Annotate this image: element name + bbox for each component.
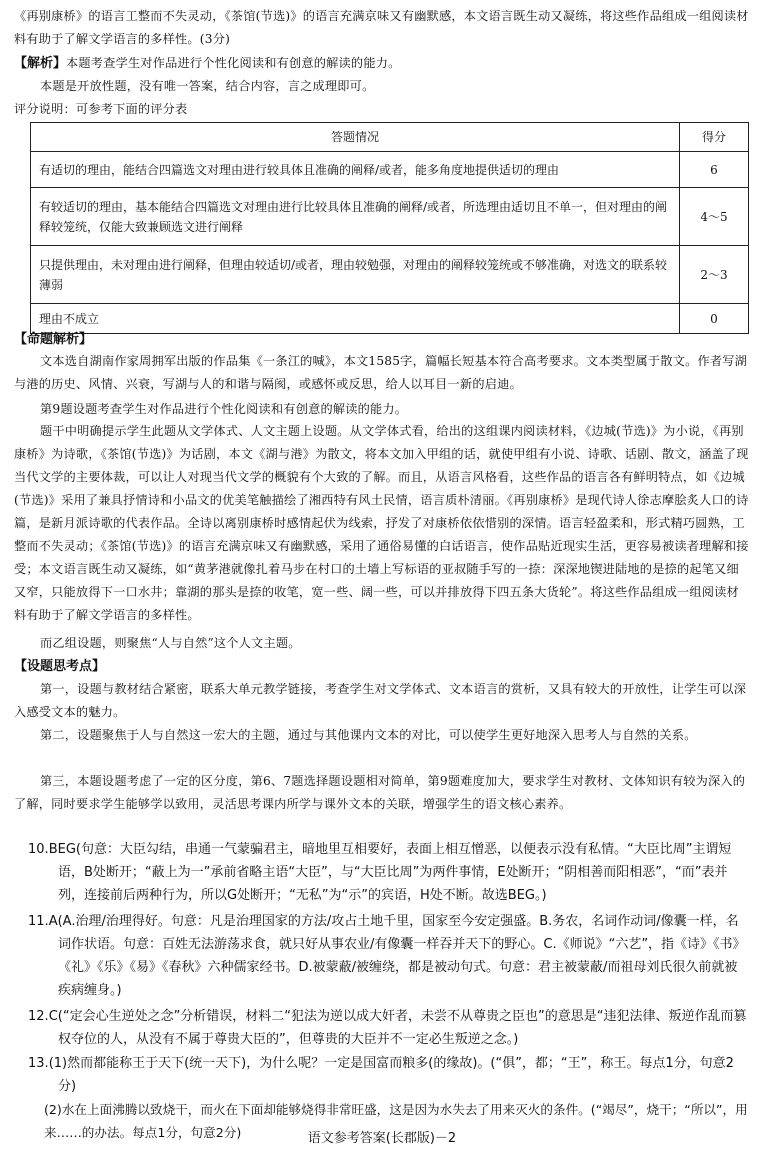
row-score: 6 [680, 152, 749, 188]
mingti-paragraph-3: 题干中明确提示学生此题从文学体式、人文主题上设题。从文学体式看，给出的这组课内阅读材料，《边城(节选)》为小说，《再别康桥》为诗歌，《茶馆(节选)》为话剧，本文《湖与港》为散文，将本文加入甲组的话，就使甲组有小说、诗歌、话剧、散文，涵盖了现当代文学的主要体裁，可以让人对现当代文学的概貌有个大致的了解。而且，从语言风格看，这些作品的语言各有鲜明特点，如《边城(节选)》采用了兼具抒情诗和小品文的优美笔触描绘了湘西特有风土民情，语言质朴清丽。《再别康桥》是现代诗人徐志摩脍炙人口的诗篇，是新月派诗歌的代表作品。全诗以离别康桥时感情起伏为线索，抒发了对康桥依依惜别的深情。语言轻盈柔和，形式精巧圆熟，工整而不失灵动；《茶馆(节选)》的语言充满京味又有幽默感，采用了通俗易懂的白话语言，使作品贴近现实生活，更容易被读者理解和接受；本文语言既生动又凝练，如“黄茅港就像扎着马步在村口的土墙上写标语的亚叔随手写的一捺：深深地锲进陆地的是捺的起笔又细又窄，只能放得下一口水井；靠湖的那头是捺的收笔，宽一些、阔一些，可以并排放得下四五条大货轮”。将这些作品组成一组阅读材料有助于了解文学语言的多样性。 [14, 424, 749, 622]
answer-text: BEG(句意：大臣勾结，串通一气蒙骗君主，暗地里互相要好，表面上相互憎恶，以便表示没有私情。“大臣比周”主谓短语，B处断开；“蔽上为一”承前省略主语“大臣”，与“大臣比周”为两件事情，E处断开；“阴相善而阳相恶”，“而”表并列，连接前后两种行为，所以G处断开；“无私”为“示”的宾语，H处不断。故选BEG。) [48, 842, 732, 903]
row-description: 只提供理由，未对理由进行阐释，但理由较适切/或者，理由较勉强，对理由的阐释较笼统或不够准确，对选文的联系较薄弱 [31, 246, 680, 304]
table-row [31, 188, 749, 246]
row-score: 4～5 [680, 188, 749, 246]
page-footer: 语文参考答案(长郡版)－2 [307, 1131, 457, 1146]
analysis-line-2: 本题是开放性题，没有唯一答案，结合内容，言之成理即可。 [40, 79, 375, 93]
analysis-tag: 【解析】 [14, 56, 67, 71]
row-description: 有适切的理由，能结合四篇选文对理由进行较具体且准确的阐释/或者，能多角度地提供适切的理由 [31, 152, 680, 188]
answer-10 [14, 838, 750, 907]
table-header-row [31, 123, 749, 152]
answer-text: A(A.治理/治理得好。句意：凡是治理国家的方法/攻占土地千里，国家至今安定强盛。B.务农，名词作动词/像囊一样，名词作状语。句意：百姓无法游荡求食，就只好从事农业/有像囊一样吞并天下的野心。C.《师说》“六艺”，指《诗》《书》《礼》《乐》《易》《春秋》六种儒家经书。D.被蒙蔽/被缠绕，都是被动句式。句意：君主被蒙蔽/而祖母刘氏很久前就被疾病缠身。) [48, 914, 746, 998]
answer-text: (1)然而都能称王于天下(统一天下)，为什么呢？一定是国富而粮多(的缘故)。(“俱”，都；“王”，称王。每点1分，句意2分) [48, 1056, 734, 1094]
row-score: 0 [680, 304, 749, 334]
table-row [31, 246, 749, 304]
header-score: 得分 [680, 123, 749, 152]
sheti-paragraph-3: 第三，本题设题考虑了一定的区分度，第6、7题选择题设题相对简单，第9题难度加大，要求学生对教材、文体知识有较为深入的了解，同时要求学生能够学以致用，灵活思考课内所学与课外文本的关联，增强学生的语文核心素养。 [14, 774, 746, 811]
sheti-paragraph-1: 第一，设题与教材结合紧密，联系大单元教学链接，考查学生对文学体式、文本语言的赏析，又具有较大的开放性，让学生可以深入感受文本的魅力。 [14, 682, 747, 719]
mingti-paragraph-1: 文本选自湖南作家周拥军出版的作品集《一条江的喊》，本文1585字，篇幅长短基本符合高考要求。文本类型属于散文。作者写湖与港的历史、风情、兴衰，写湖与人的和谐与隔阂，或感怀或反思，给人以耳目一新的启迪。 [14, 354, 748, 391]
scoring-note: 评分说明：可参考下面的评分表 [14, 102, 188, 116]
answer-13-part-2: (2)水在上面沸腾以致烧干，而火在下面却能够烧得非常旺盛，这是因为水失去了用来灭火的条件。(“竭尽”，烧干；“所以”，用来……的办法。每点1分，句意2分) [44, 1102, 748, 1140]
answer-number: 10. [28, 842, 49, 857]
sheti-heading: 【设题思考点】 [14, 659, 106, 674]
mingti-paragraph-4: 而乙组设题，则聚焦“人与自然”这个人文主题。 [40, 636, 301, 650]
answer-number: 12. [28, 1009, 49, 1024]
answer-11 [14, 910, 750, 1002]
top-paragraph: 《再别康桥》的语言工整而不失灵动，《茶馆(节选)》的语言充满京味又有幽默感，本文语言既生动又凝练，将这些作品组成一组阅读材料有助于了解文学语言的多样性。(3分) [14, 9, 749, 46]
answer-13 [14, 1052, 750, 1098]
mingti-paragraph-2: 第9题设题考查学生对作品进行个性化阅读和有创意的解读的能力。 [40, 402, 408, 416]
table-row [31, 152, 749, 188]
header-answer-situation: 答题情况 [31, 123, 680, 152]
row-description: 有较适切的理由，基本能结合四篇选文对理由进行比较具体且准确的阐释/或者，所选理由适切且不单一，但对理由的阐释较笼统，仅能大致兼顾选文进行阐释 [31, 188, 680, 246]
answer-number: 11. [28, 914, 49, 929]
analysis-text: 本题考查学生对作品进行个性化阅读和有创意的解读的能力。 [66, 56, 401, 70]
row-score: 2～3 [680, 246, 749, 304]
answer-12 [14, 1005, 750, 1051]
answer-number: 13. [28, 1056, 49, 1071]
answer-text: C(“定会心生逆处之念”分析错误，材料二“犯法为逆以成大奸者，未尝不从尊贵之臣也”的意思是“违犯法律、叛逆作乱而篡权夺位的人，从没有不属于尊贵大臣的”，但尊贵的大臣并不一定必生叛逆之念。) [48, 1009, 747, 1047]
row-description: 理由不成立 [31, 304, 680, 334]
sheti-paragraph-2: 第二，设题聚焦于人与自然这一宏大的主题，通过与其他课内文本的对比，可以使学生更好地深入思考人与自然的关系。 [40, 728, 697, 742]
scoring-table [30, 122, 749, 334]
analysis-line [14, 52, 750, 75]
mingti-heading: 【命题解析】 [14, 332, 93, 347]
